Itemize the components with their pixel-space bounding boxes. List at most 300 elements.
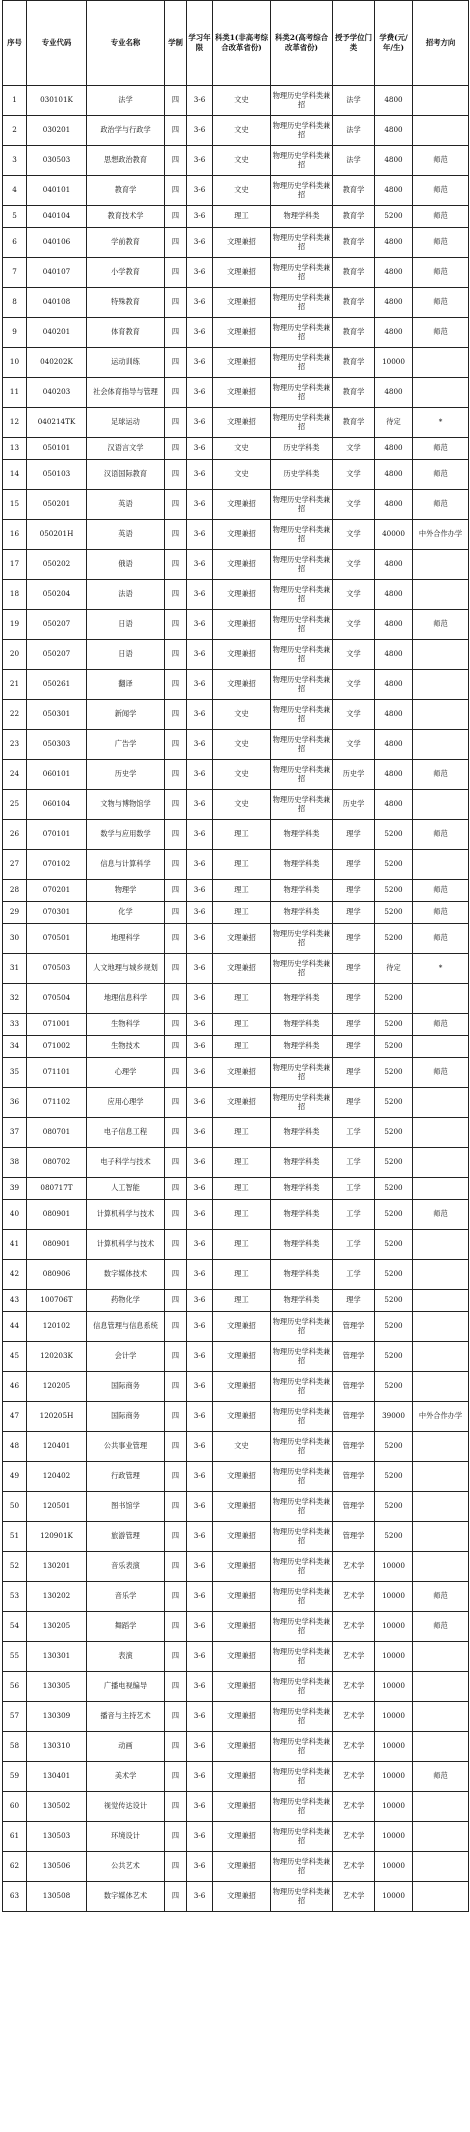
cell-index: 63 (3, 1882, 27, 1912)
cell-index: 35 (3, 1058, 27, 1088)
cell-tuition: 5200 (375, 1036, 413, 1058)
cell-study-years: 3-6 (187, 1762, 213, 1792)
cell-category-1: 文理兼招 (213, 378, 271, 408)
cell-degree: 艺术学 (333, 1582, 375, 1612)
cell-category-1: 文理兼招 (213, 550, 271, 580)
cell-index: 50 (3, 1492, 27, 1522)
cell-degree: 艺术学 (333, 1552, 375, 1582)
cell-direction (413, 1492, 469, 1522)
cell-tuition: 10000 (375, 1582, 413, 1612)
cell-direction: 师范 (413, 1582, 469, 1612)
table-row (3, 902, 469, 924)
cell-category-2: 物理学科类 (271, 1200, 333, 1230)
cell-code: 050261 (27, 670, 87, 700)
cell-category-1: 文理兼招 (213, 348, 271, 378)
cell-index: 11 (3, 378, 27, 408)
cell-category-2: 物理历史学科类兼招 (271, 640, 333, 670)
cell-direction (413, 1432, 469, 1462)
cell-category-2: 物理历史学科类兼招 (271, 700, 333, 730)
table-row (3, 610, 469, 640)
cell-direction (413, 1260, 469, 1290)
header-code: 专业代码 (27, 1, 87, 86)
cell-major-name: 表演 (87, 1642, 165, 1672)
cell-category-1: 文史 (213, 1432, 271, 1462)
cell-study-years: 3-6 (187, 378, 213, 408)
cell-study-years: 3-6 (187, 984, 213, 1014)
cell-category-1: 文史 (213, 790, 271, 820)
cell-tuition: 5200 (375, 850, 413, 880)
cell-category-2: 物理历史学科类兼招 (271, 1552, 333, 1582)
cell-degree: 文学 (333, 610, 375, 640)
cell-index: 3 (3, 146, 27, 176)
cell-study-years: 3-6 (187, 1148, 213, 1178)
table-row (3, 1432, 469, 1462)
table-row (3, 228, 469, 258)
cell-direction: * (413, 954, 469, 984)
cell-index: 33 (3, 1014, 27, 1036)
cell-duration: 四 (165, 610, 187, 640)
cell-category-1: 文理兼招 (213, 1372, 271, 1402)
cell-code: 040108 (27, 288, 87, 318)
table-row (3, 1014, 469, 1036)
cell-category-1: 文理兼招 (213, 1552, 271, 1582)
cell-major-name: 药物化学 (87, 1290, 165, 1312)
cell-category-1: 文理兼招 (213, 1702, 271, 1732)
cell-category-2: 物理历史学科类兼招 (271, 1672, 333, 1702)
table-row (3, 1402, 469, 1432)
cell-major-name: 俄语 (87, 550, 165, 580)
cell-degree: 历史学 (333, 760, 375, 790)
cell-category-2: 物理历史学科类兼招 (271, 176, 333, 206)
cell-code: 030503 (27, 146, 87, 176)
cell-study-years: 3-6 (187, 580, 213, 610)
cell-study-years: 3-6 (187, 258, 213, 288)
cell-direction (413, 1372, 469, 1402)
cell-tuition: 4800 (375, 176, 413, 206)
cell-direction (413, 1148, 469, 1178)
cell-category-2: 物理历史学科类兼招 (271, 378, 333, 408)
cell-tuition: 4800 (375, 550, 413, 580)
cell-direction (413, 640, 469, 670)
cell-duration: 四 (165, 348, 187, 378)
table-row (3, 1882, 469, 1912)
cell-direction (413, 790, 469, 820)
cell-category-1: 文理兼招 (213, 1492, 271, 1522)
cell-category-2: 物理学科类 (271, 902, 333, 924)
cell-duration: 四 (165, 1492, 187, 1522)
cell-degree: 理学 (333, 820, 375, 850)
cell-code: 080906 (27, 1260, 87, 1290)
cell-category-1: 文理兼招 (213, 580, 271, 610)
cell-index: 34 (3, 1036, 27, 1058)
cell-category-2: 物理历史学科类兼招 (271, 348, 333, 378)
cell-category-1: 文史 (213, 116, 271, 146)
cell-code: 130301 (27, 1642, 87, 1672)
cell-index: 60 (3, 1792, 27, 1822)
cell-major-name: 播音与主持艺术 (87, 1702, 165, 1732)
cell-duration: 四 (165, 700, 187, 730)
cell-index: 53 (3, 1582, 27, 1612)
cell-study-years: 3-6 (187, 1372, 213, 1402)
cell-tuition: 5200 (375, 1178, 413, 1200)
cell-degree: 教育学 (333, 288, 375, 318)
cell-major-name: 汉语国际教育 (87, 460, 165, 490)
cell-category-1: 理工 (213, 902, 271, 924)
table-row (3, 1462, 469, 1492)
cell-index: 16 (3, 520, 27, 550)
table-row (3, 820, 469, 850)
table-row (3, 850, 469, 880)
cell-degree: 理学 (333, 1290, 375, 1312)
cell-degree: 理学 (333, 1036, 375, 1058)
cell-index: 41 (3, 1230, 27, 1260)
cell-direction: 师范 (413, 206, 469, 228)
cell-category-2: 物理历史学科类兼招 (271, 1702, 333, 1732)
cell-tuition: 4800 (375, 116, 413, 146)
cell-study-years: 3-6 (187, 850, 213, 880)
cell-degree: 管理学 (333, 1522, 375, 1552)
table-row (3, 1058, 469, 1088)
cell-index: 4 (3, 176, 27, 206)
cell-tuition: 5200 (375, 206, 413, 228)
cell-duration: 四 (165, 1522, 187, 1552)
cell-category-2: 物理历史学科类兼招 (271, 670, 333, 700)
cell-category-1: 文理兼招 (213, 1582, 271, 1612)
cell-direction: 师范 (413, 288, 469, 318)
cell-category-2: 物理历史学科类兼招 (271, 228, 333, 258)
cell-category-2: 物理历史学科类兼招 (271, 1492, 333, 1522)
cell-category-1: 文理兼招 (213, 924, 271, 954)
cell-major-name: 足球运动 (87, 408, 165, 438)
cell-degree: 工学 (333, 1118, 375, 1148)
cell-major-name: 地理科学 (87, 924, 165, 954)
cell-index: 47 (3, 1402, 27, 1432)
cell-major-name: 公共艺术 (87, 1852, 165, 1882)
cell-category-2: 历史学科类 (271, 438, 333, 460)
cell-duration: 四 (165, 1058, 187, 1088)
cell-category-2: 物理历史学科类兼招 (271, 258, 333, 288)
cell-study-years: 3-6 (187, 1312, 213, 1342)
cell-duration: 四 (165, 258, 187, 288)
cell-code: 100706T (27, 1290, 87, 1312)
cell-study-years: 3-6 (187, 408, 213, 438)
cell-category-2: 物理历史学科类兼招 (271, 146, 333, 176)
cell-tuition: 5200 (375, 1290, 413, 1312)
cell-study-years: 3-6 (187, 228, 213, 258)
cell-code: 070102 (27, 850, 87, 880)
table-row (3, 1732, 469, 1762)
cell-study-years: 3-6 (187, 1200, 213, 1230)
cell-category-1: 文理兼招 (213, 670, 271, 700)
cell-index: 8 (3, 288, 27, 318)
cell-degree: 艺术学 (333, 1672, 375, 1702)
cell-index: 23 (3, 730, 27, 760)
table-row (3, 1492, 469, 1522)
header-major-name: 专业名称 (87, 1, 165, 86)
cell-study-years: 3-6 (187, 86, 213, 116)
cell-category-1: 文理兼招 (213, 288, 271, 318)
cell-index: 13 (3, 438, 27, 460)
table-body (3, 86, 469, 1912)
cell-tuition: 10000 (375, 1642, 413, 1672)
cell-direction (413, 1036, 469, 1058)
cell-study-years: 3-6 (187, 1792, 213, 1822)
cell-index: 48 (3, 1432, 27, 1462)
cell-duration: 四 (165, 902, 187, 924)
cell-code: 050201H (27, 520, 87, 550)
cell-index: 59 (3, 1762, 27, 1792)
cell-code: 050207 (27, 640, 87, 670)
cell-tuition: 10000 (375, 1732, 413, 1762)
cell-category-2: 物理历史学科类兼招 (271, 1582, 333, 1612)
table-row (3, 318, 469, 348)
cell-degree: 文学 (333, 460, 375, 490)
majors-table (2, 0, 469, 1912)
cell-study-years: 3-6 (187, 640, 213, 670)
cell-study-years: 3-6 (187, 1290, 213, 1312)
cell-direction (413, 730, 469, 760)
cell-degree: 理学 (333, 850, 375, 880)
cell-category-1: 文理兼招 (213, 318, 271, 348)
cell-category-2: 物理历史学科类兼招 (271, 1792, 333, 1822)
cell-code: 040101 (27, 176, 87, 206)
cell-direction: 师范 (413, 1762, 469, 1792)
cell-degree: 理学 (333, 924, 375, 954)
cell-duration: 四 (165, 790, 187, 820)
cell-major-name: 地理信息科学 (87, 984, 165, 1014)
header-index: 序号 (3, 1, 27, 86)
cell-direction (413, 1822, 469, 1852)
cell-degree: 教育学 (333, 206, 375, 228)
cell-direction (413, 348, 469, 378)
cell-degree: 历史学 (333, 790, 375, 820)
cell-degree: 艺术学 (333, 1702, 375, 1732)
cell-code: 071002 (27, 1036, 87, 1058)
table-row (3, 1522, 469, 1552)
cell-code: 120401 (27, 1432, 87, 1462)
cell-study-years: 3-6 (187, 176, 213, 206)
cell-study-years: 3-6 (187, 550, 213, 580)
cell-degree: 工学 (333, 1200, 375, 1230)
cell-index: 9 (3, 318, 27, 348)
cell-study-years: 3-6 (187, 902, 213, 924)
cell-code: 040202K (27, 348, 87, 378)
cell-code: 050207 (27, 610, 87, 640)
cell-tuition: 5200 (375, 984, 413, 1014)
cell-major-name: 国际商务 (87, 1372, 165, 1402)
cell-degree: 工学 (333, 1230, 375, 1260)
table-row (3, 1312, 469, 1342)
cell-study-years: 3-6 (187, 700, 213, 730)
cell-degree: 教育学 (333, 318, 375, 348)
header-study-years: 学习年限 (187, 1, 213, 86)
cell-duration: 四 (165, 176, 187, 206)
cell-category-2: 历史学科类 (271, 460, 333, 490)
cell-tuition: 10000 (375, 1852, 413, 1882)
cell-direction: 师范 (413, 902, 469, 924)
cell-category-1: 文理兼招 (213, 1762, 271, 1792)
cell-code: 071102 (27, 1088, 87, 1118)
cell-degree: 艺术学 (333, 1762, 375, 1792)
cell-study-years: 3-6 (187, 1014, 213, 1036)
cell-study-years: 3-6 (187, 1492, 213, 1522)
cell-category-1: 文史 (213, 438, 271, 460)
cell-code: 130305 (27, 1672, 87, 1702)
table-row (3, 1260, 469, 1290)
cell-degree: 艺术学 (333, 1822, 375, 1852)
cell-direction (413, 1552, 469, 1582)
cell-study-years: 3-6 (187, 438, 213, 460)
cell-code: 130401 (27, 1762, 87, 1792)
cell-direction (413, 1342, 469, 1372)
cell-category-1: 文理兼招 (213, 1672, 271, 1702)
cell-index: 25 (3, 790, 27, 820)
cell-index: 62 (3, 1852, 27, 1882)
cell-code: 030101K (27, 86, 87, 116)
cell-major-name: 教育技术学 (87, 206, 165, 228)
cell-index: 22 (3, 700, 27, 730)
cell-study-years: 3-6 (187, 1058, 213, 1088)
cell-index: 30 (3, 924, 27, 954)
cell-category-2: 物理学科类 (271, 1036, 333, 1058)
cell-category-2: 物理学科类 (271, 206, 333, 228)
table-row (3, 1118, 469, 1148)
cell-duration: 四 (165, 378, 187, 408)
cell-major-name: 电子信息工程 (87, 1118, 165, 1148)
cell-code: 120203K (27, 1342, 87, 1372)
cell-code: 130508 (27, 1882, 87, 1912)
cell-category-2: 物理历史学科类兼招 (271, 1522, 333, 1552)
cell-code: 050303 (27, 730, 87, 760)
cell-code: 130506 (27, 1852, 87, 1882)
cell-direction: 师范 (413, 880, 469, 902)
cell-major-name: 物理学 (87, 880, 165, 902)
table-row (3, 460, 469, 490)
cell-tuition: 10000 (375, 1552, 413, 1582)
cell-index: 45 (3, 1342, 27, 1372)
cell-major-name: 体育教育 (87, 318, 165, 348)
table-row (3, 670, 469, 700)
cell-duration: 四 (165, 954, 187, 984)
cell-study-years: 3-6 (187, 318, 213, 348)
cell-major-name: 日语 (87, 610, 165, 640)
cell-category-1: 文理兼招 (213, 1612, 271, 1642)
cell-category-1: 理工 (213, 850, 271, 880)
cell-code: 070503 (27, 954, 87, 984)
cell-category-1: 文理兼招 (213, 1822, 271, 1852)
cell-category-1: 文理兼招 (213, 954, 271, 984)
cell-study-years: 3-6 (187, 730, 213, 760)
cell-tuition: 5200 (375, 1148, 413, 1178)
cell-category-1: 文理兼招 (213, 1792, 271, 1822)
cell-study-years: 3-6 (187, 1230, 213, 1260)
cell-degree: 文学 (333, 550, 375, 580)
cell-direction (413, 116, 469, 146)
cell-tuition: 10000 (375, 348, 413, 378)
cell-index: 43 (3, 1290, 27, 1312)
cell-major-name: 国际商务 (87, 1402, 165, 1432)
cell-degree: 艺术学 (333, 1612, 375, 1642)
cell-category-1: 文理兼招 (213, 1522, 271, 1552)
cell-study-years: 3-6 (187, 1088, 213, 1118)
cell-code: 130503 (27, 1822, 87, 1852)
cell-major-name: 特殊教育 (87, 288, 165, 318)
cell-direction (413, 1672, 469, 1702)
cell-code: 050204 (27, 580, 87, 610)
cell-index: 36 (3, 1088, 27, 1118)
cell-tuition: 4800 (375, 640, 413, 670)
cell-degree: 文学 (333, 730, 375, 760)
table-row (3, 1612, 469, 1642)
table-row (3, 580, 469, 610)
cell-code: 080901 (27, 1230, 87, 1260)
cell-direction (413, 550, 469, 580)
cell-tuition: 4800 (375, 438, 413, 460)
cell-code: 050101 (27, 438, 87, 460)
cell-code: 080702 (27, 1148, 87, 1178)
cell-duration: 四 (165, 820, 187, 850)
cell-tuition: 5200 (375, 1342, 413, 1372)
cell-duration: 四 (165, 1200, 187, 1230)
cell-major-name: 小学教育 (87, 258, 165, 288)
cell-degree: 法学 (333, 116, 375, 146)
header-duration: 学制 (165, 1, 187, 86)
cell-degree: 理学 (333, 1014, 375, 1036)
table-row (3, 1702, 469, 1732)
cell-duration: 四 (165, 984, 187, 1014)
cell-tuition: 5200 (375, 1260, 413, 1290)
cell-degree: 艺术学 (333, 1882, 375, 1912)
cell-category-2: 物理历史学科类兼招 (271, 1342, 333, 1372)
cell-degree: 管理学 (333, 1312, 375, 1342)
cell-direction (413, 1732, 469, 1762)
cell-index: 40 (3, 1200, 27, 1230)
cell-direction: 师范 (413, 438, 469, 460)
cell-duration: 四 (165, 1672, 187, 1702)
cell-code: 040104 (27, 206, 87, 228)
cell-category-1: 文理兼招 (213, 1642, 271, 1672)
cell-major-name: 图书馆学 (87, 1492, 165, 1522)
cell-category-1: 理工 (213, 1260, 271, 1290)
cell-code: 070201 (27, 880, 87, 902)
cell-duration: 四 (165, 550, 187, 580)
table-row (3, 146, 469, 176)
cell-study-years: 3-6 (187, 1462, 213, 1492)
cell-degree: 理学 (333, 902, 375, 924)
cell-code: 120901K (27, 1522, 87, 1552)
cell-category-2: 物理学科类 (271, 1290, 333, 1312)
cell-tuition: 10000 (375, 1612, 413, 1642)
cell-study-years: 3-6 (187, 1342, 213, 1372)
cell-index: 21 (3, 670, 27, 700)
cell-study-years: 3-6 (187, 1582, 213, 1612)
cell-index: 28 (3, 880, 27, 902)
cell-category-2: 物理历史学科类兼招 (271, 550, 333, 580)
cell-tuition: 5200 (375, 924, 413, 954)
table-row (3, 954, 469, 984)
cell-duration: 四 (165, 520, 187, 550)
cell-degree: 教育学 (333, 408, 375, 438)
cell-tuition: 5200 (375, 880, 413, 902)
cell-study-years: 3-6 (187, 1852, 213, 1882)
cell-direction (413, 850, 469, 880)
cell-direction (413, 700, 469, 730)
cell-direction: 师范 (413, 610, 469, 640)
cell-category-1: 文理兼招 (213, 490, 271, 520)
cell-direction (413, 1642, 469, 1672)
cell-degree: 工学 (333, 1148, 375, 1178)
cell-direction: 中外合作办学 (413, 520, 469, 550)
